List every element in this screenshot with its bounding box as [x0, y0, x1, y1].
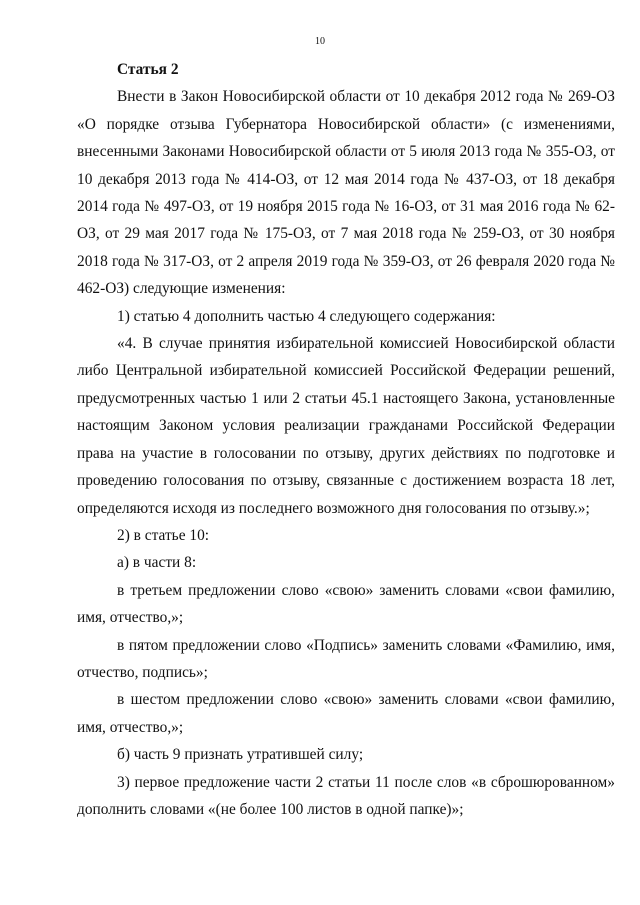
paragraph-sixth-sentence: в шестом предложении слово «свою» заменить словами «свои фамилию, имя, отчество,»; [77, 691, 615, 736]
document-body [77, 56, 615, 823]
paragraph-intro: Внести в Закон Новосибирской области от 10 декабря 2012 года № 269-ОЗ «О порядке отзыва Губернатора Новосибирской области» (с изменениями, внесенными Законами Новосибирской области от 5 июля 2013 года № 355-ОЗ, от 10 декабря 2013 года № 414-ОЗ, от 12 мая 2014 года № 437-ОЗ, от 18 декабря 2014 года № 497-ОЗ, от 19 ноября 2015 года № 16-ОЗ, от 31 мая 2016 года № 62-ОЗ, от 29 мая 2017 года № 175-ОЗ, от 7 мая 2018 года № 259-ОЗ, от 30 ноября 2018 года № 317-ОЗ, от 2 апреля 2019 года № 359-ОЗ, от 26 февраля 2020 года № 462-ОЗ) следующие изменения: [77, 88, 615, 298]
paragraph-fifth-sentence: в пятом предложении слово «Подпись» заменить словами «Фамилию, имя, отчество, подпись»; [77, 636, 615, 681]
article-heading: Статья 2 [117, 61, 179, 78]
paragraph-item-1: 1) статью 4 дополнить частью 4 следующего содержания: [117, 307, 496, 325]
paragraph-item-2: 2) в статье 10: [117, 526, 210, 544]
paragraph-subitem-b: б) часть 9 признать утратившей силу; [117, 746, 364, 764]
paragraph-item-3: 3) первое предложение части 2 статьи 11 после слов «в сброшюрованном» дополнить словами «(не более 100 листов в одной папке)»; [77, 773, 615, 818]
paragraph-third-sentence: в третьем предложении слово «свою» заменить словами «свои фамилию, имя, отчество,»; [77, 581, 615, 627]
paragraph-quoted-part-4: «4. В случае принятия избирательной комиссией Новосибирской области либо Центральной избирательной комиссией Российской Федерации решений, предусмотренных частью 1 или 2 статьи 45.1 настоящего Закона, установленные настоящим Законом условия реализации гражданами Российской Федерации права на участие в голосовании по отзыву, других действиях по подготовке и проведению голосования по отзыву, связанные с достижением возраста 18 лет, определяются исходя из последнего возможного дня голосования по отзыву.»; [77, 335, 615, 517]
paragraph-subitem-a: а) в части 8: [117, 554, 197, 572]
page-number: 10 [315, 36, 325, 47]
